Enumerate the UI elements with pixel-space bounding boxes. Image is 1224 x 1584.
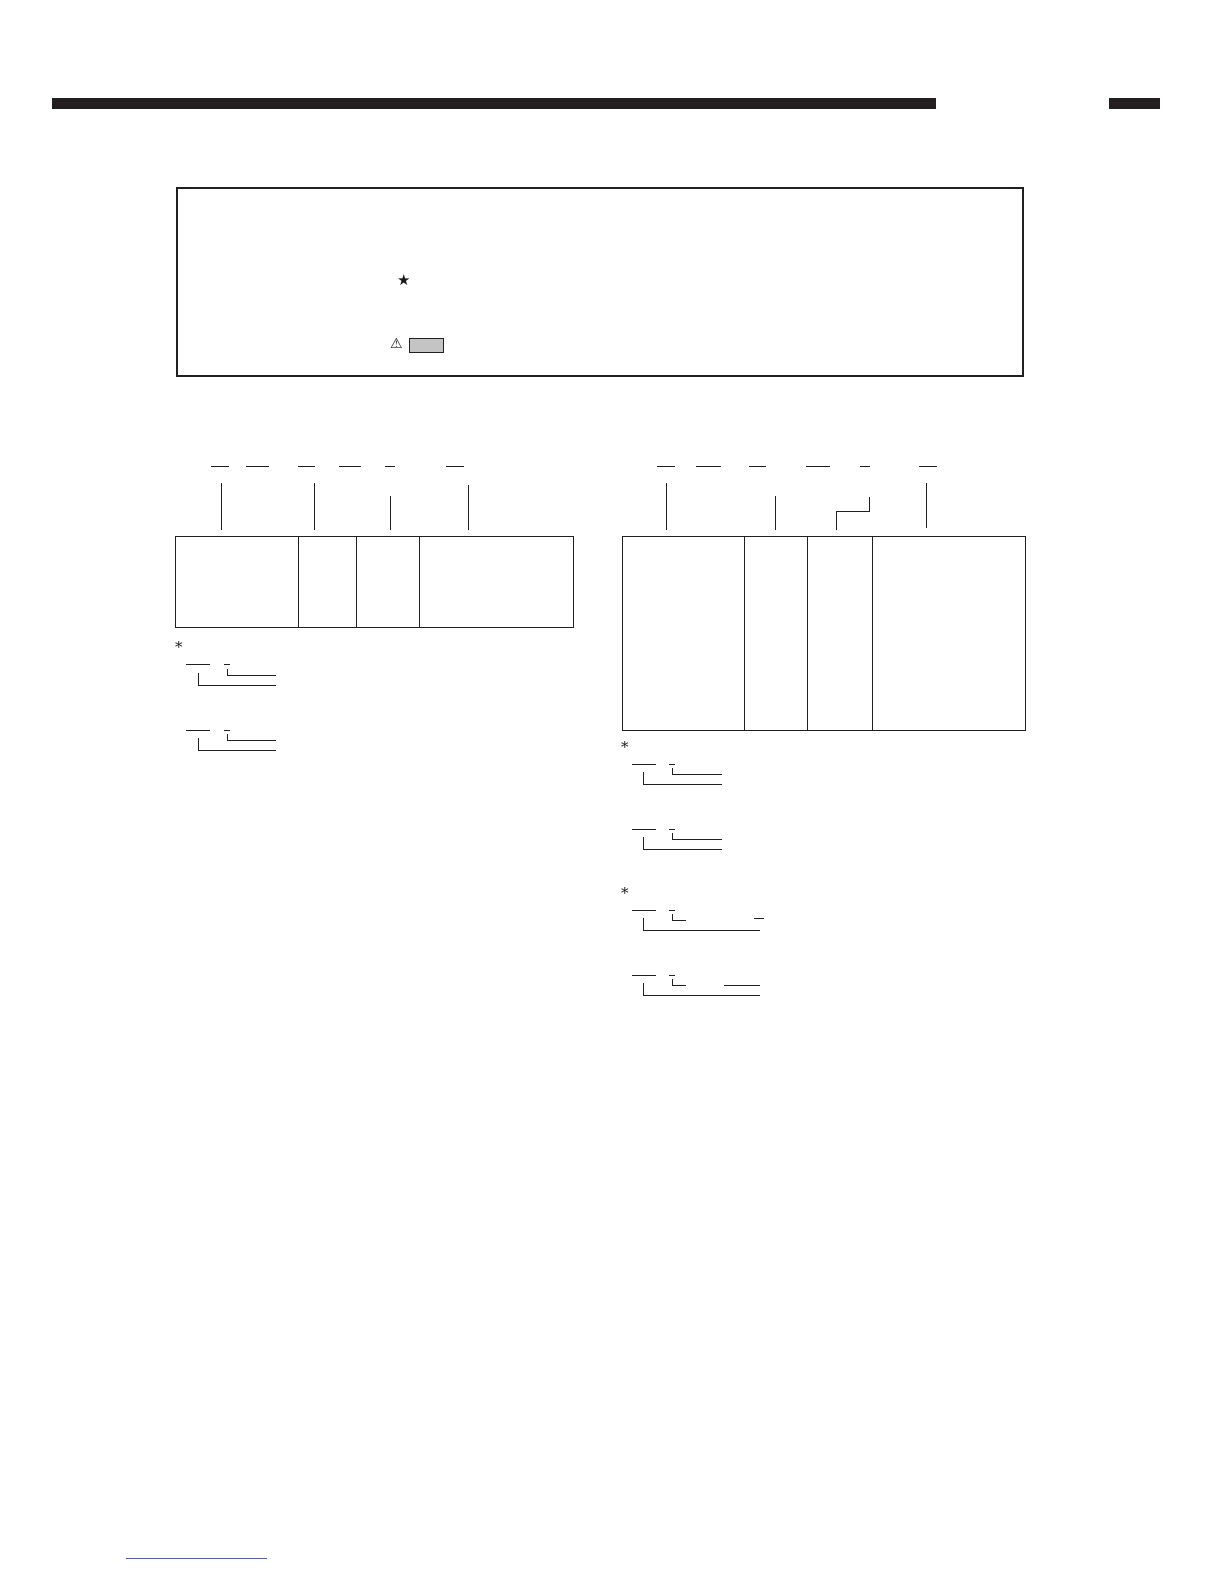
- header-rule-main: [52, 98, 936, 109]
- right-example-bracket: [643, 849, 722, 850]
- left-code-segment: [385, 466, 395, 467]
- left-table-divider: [356, 536, 357, 628]
- left-example-segment: [186, 730, 210, 731]
- star-icon: ★: [397, 271, 411, 289]
- right-connector-elbow: [836, 511, 837, 530]
- right-code-segment: [696, 466, 721, 467]
- right-example-segment: [669, 975, 675, 976]
- right-code-table: [622, 536, 1026, 731]
- left-example-segment: [186, 664, 210, 665]
- right-example-bracket: [672, 774, 722, 775]
- right-example-segment: [632, 910, 656, 911]
- left-example-segment: [224, 730, 230, 731]
- right-example-bracket: [643, 784, 722, 785]
- right-example-segment: [669, 764, 675, 765]
- right-table-divider: [807, 536, 808, 731]
- right-code-segment: [919, 466, 937, 467]
- left-code-segment: [446, 466, 464, 467]
- left-code-segment: [211, 466, 229, 467]
- right-example-bracket: [672, 985, 686, 986]
- right-example-segment: [669, 829, 675, 830]
- right-example-bracket: [672, 839, 722, 840]
- right-example-segment: [669, 910, 675, 911]
- footer-link-underline: [126, 1558, 267, 1559]
- right-table-divider: [872, 536, 873, 731]
- right-example-segment: [754, 918, 764, 919]
- shaded-marker-box: [409, 338, 444, 353]
- right-code-segment: [657, 466, 675, 467]
- right-code-segment: [749, 466, 766, 467]
- right-example-bracket: [643, 995, 760, 996]
- right-connector: [926, 483, 927, 528]
- left-example-bracket: [198, 685, 276, 686]
- left-example-segment: [224, 664, 230, 665]
- notice-box: [176, 187, 1024, 377]
- left-connector: [390, 496, 391, 530]
- left-note-marker: *: [175, 638, 183, 656]
- left-table-divider: [298, 536, 299, 628]
- left-connector: [314, 483, 315, 530]
- left-connector: [468, 485, 469, 530]
- right-code-segment: [860, 466, 870, 467]
- right-connector-elbow: [869, 497, 870, 512]
- right-note-marker-2: *: [621, 884, 629, 902]
- left-connector: [221, 483, 222, 530]
- left-example-bracket: [227, 740, 276, 741]
- right-example-segment: [632, 975, 656, 976]
- right-table-divider: [744, 536, 745, 731]
- warning-icon: ⚠: [390, 336, 403, 352]
- right-connector: [666, 483, 667, 530]
- left-table-divider: [419, 536, 420, 628]
- left-example-bracket: [227, 675, 276, 676]
- right-example-segment: [632, 829, 656, 830]
- right-note-marker-1: *: [621, 738, 629, 756]
- left-example-bracket: [198, 750, 276, 751]
- right-example-bracket: [643, 930, 760, 931]
- left-code-segment: [246, 466, 269, 467]
- right-connector-elbow: [836, 511, 870, 512]
- left-code-segment: [298, 466, 315, 467]
- right-example-bracket: [672, 920, 686, 921]
- right-example-segment: [724, 985, 760, 986]
- left-code-segment: [339, 466, 361, 467]
- right-code-segment: [806, 466, 830, 467]
- header-rule-tab: [1109, 98, 1160, 109]
- right-connector: [775, 496, 776, 530]
- right-example-segment: [632, 764, 656, 765]
- left-code-table: [175, 536, 574, 628]
